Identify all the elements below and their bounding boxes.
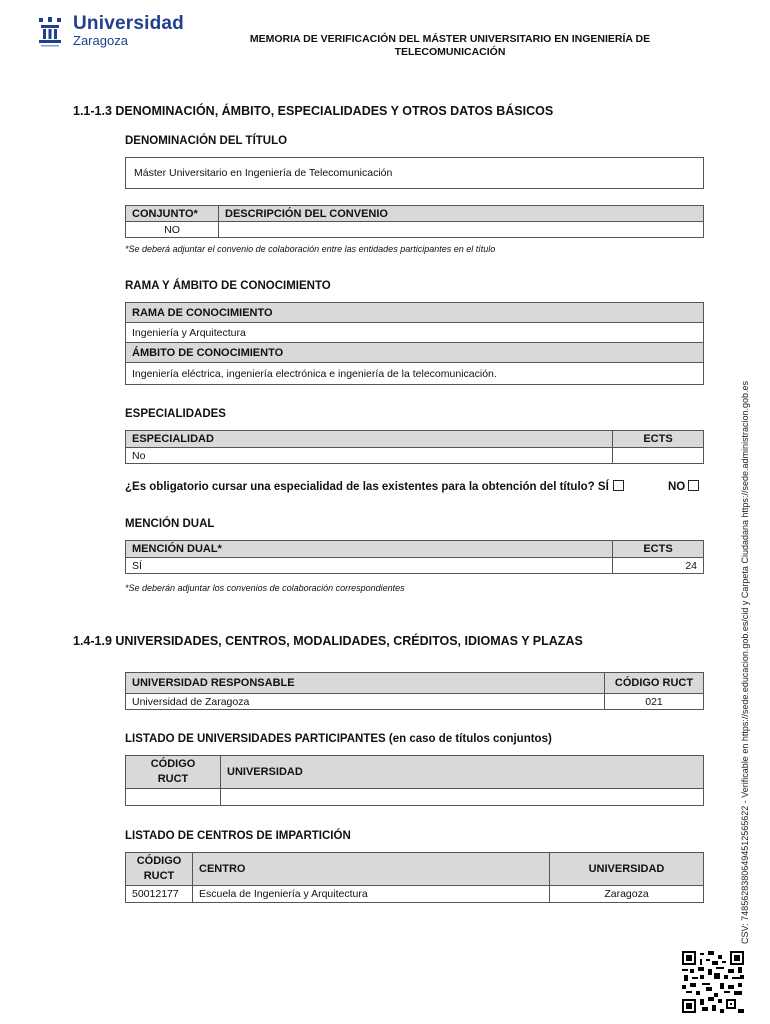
especialidad-ects bbox=[613, 448, 704, 464]
participantes-label: LISTADO DE UNIVERSIDADES PARTICIPANTES (en caso de títulos conjuntos) bbox=[125, 733, 552, 745]
centros-table bbox=[125, 852, 704, 903]
centro-name: Escuela de Ingeniería y Arquitectura bbox=[193, 886, 550, 903]
part-univ-header: UNIVERSIDAD bbox=[221, 756, 704, 789]
mencion-header: MENCIÓN DUAL* bbox=[126, 541, 613, 558]
part-ruct-cell bbox=[126, 789, 221, 806]
university-crest-icon bbox=[37, 16, 63, 48]
ambito-header: ÁMBITO DE CONOCIMIENTO bbox=[126, 343, 704, 363]
rama-table bbox=[125, 302, 704, 385]
mencion-note: *Se deberán adjuntar los convenios de colaboración correspondientes bbox=[125, 583, 405, 593]
si-label: SÍ bbox=[597, 481, 609, 493]
no-label: NO bbox=[668, 481, 686, 493]
centro-ruct-header-line-1: CÓDIGO bbox=[136, 855, 182, 867]
convenio-header: DESCRIPCIÓN DEL CONVENIO bbox=[219, 206, 704, 222]
rama-label: RAMA Y ÁMBITO DE CONOCIMIENTO bbox=[125, 280, 331, 292]
resp-value: Universidad de Zaragoza bbox=[126, 694, 605, 710]
convenio-value bbox=[219, 222, 704, 238]
rama-header: RAMA DE CONOCIMIENTO bbox=[126, 303, 704, 323]
mencion-table bbox=[125, 540, 704, 574]
mencion-value: SÍ bbox=[126, 558, 613, 574]
centro-ruct-header-line-2: RUCT bbox=[143, 870, 175, 882]
mencion-ects: 24 bbox=[613, 558, 704, 574]
part-univ-cell bbox=[221, 789, 704, 806]
logo-name: Universidad bbox=[73, 13, 184, 34]
centro-ruct-header bbox=[126, 853, 193, 886]
mencion-ects-header: ECTS bbox=[613, 541, 704, 558]
centros-label: LISTADO DE CENTROS DE IMPARTICIÓN bbox=[125, 830, 351, 842]
si-checkbox[interactable] bbox=[613, 480, 624, 491]
especialidad-header: ESPECIALIDAD bbox=[126, 431, 613, 448]
obligatorio-question: ¿Es obligatorio cursar una especialidad de las existentes para la obtención del título? bbox=[125, 481, 595, 493]
denominacion-value-box bbox=[125, 157, 704, 189]
resp-ruct-header: CÓDIGO RUCT bbox=[605, 673, 704, 694]
especialidades-table bbox=[125, 430, 704, 464]
centro-univ-header: UNIVERSIDAD bbox=[550, 853, 704, 886]
rama-value: Ingeniería y Arquitectura bbox=[126, 323, 704, 343]
participantes-table bbox=[125, 755, 704, 806]
conjunto-header: CONJUNTO* bbox=[126, 206, 219, 222]
logo-subtitle: Zaragoza bbox=[73, 33, 128, 48]
part-ruct-header-line-2: RUCT bbox=[157, 773, 189, 785]
conjunto-value: NO bbox=[126, 222, 219, 238]
denominacion-value: Máster Universitario en Ingeniería de Telecomunicación bbox=[134, 167, 393, 179]
part-ruct-header bbox=[126, 756, 221, 789]
mencion-label: MENCIÓN DUAL bbox=[125, 518, 215, 530]
especialidades-label: ESPECIALIDADES bbox=[125, 408, 226, 420]
obligatorio-row bbox=[125, 480, 624, 493]
conjunto-note: *Se deberá adjuntar el convenio de colaboración entre las entidades participantes en el título bbox=[125, 244, 496, 254]
centro-univ: Zaragoza bbox=[550, 886, 704, 903]
resp-header: UNIVERSIDAD RESPONSABLE bbox=[126, 673, 605, 694]
ambito-value: Ingeniería eléctrica, ingeniería electrónica e ingeniería de la telecomunicación. bbox=[126, 363, 704, 385]
centro-code: 50012177 bbox=[126, 886, 193, 903]
no-option bbox=[668, 480, 699, 493]
no-checkbox[interactable] bbox=[688, 480, 699, 491]
qr-code-icon[interactable] bbox=[682, 951, 744, 1013]
csv-verification-text: CSV: 748562838064945125656​22 - Verificable en https://sede.educacion.gob.es/cid y Carpeta Ciudadana https://sede.administracion.gob.es bbox=[740, 380, 750, 944]
header-title-line-2: TELECOMUNICACIÓN bbox=[394, 46, 506, 58]
section-heading-2: 1.4-1.9 UNIVERSIDADES, CENTROS, MODALIDADES, CRÉDITOS, IDIOMAS Y PLAZAS bbox=[73, 634, 583, 648]
resp-ruct: 021 bbox=[605, 694, 704, 710]
section-heading-1: 1.1-1.3 DENOMINACIÓN, ÁMBITO, ESPECIALIDADES Y OTROS DATOS BÁSICOS bbox=[73, 104, 554, 118]
header-title-line-1: MEMORIA DE VERIFICACIÓN DEL MÁSTER UNIVERSITARIO EN INGENIERÍA DE bbox=[249, 33, 651, 45]
document-header-title bbox=[230, 33, 670, 59]
part-ruct-header-line-1: CÓDIGO bbox=[150, 758, 196, 770]
conjunto-table bbox=[125, 205, 704, 238]
centro-header: CENTRO bbox=[193, 853, 550, 886]
especialidad-value: No bbox=[126, 448, 613, 464]
especialidad-ects-header: ECTS bbox=[613, 431, 704, 448]
denominacion-label: DENOMINACIÓN DEL TÍTULO bbox=[125, 135, 288, 147]
universidad-responsable-table bbox=[125, 672, 704, 710]
